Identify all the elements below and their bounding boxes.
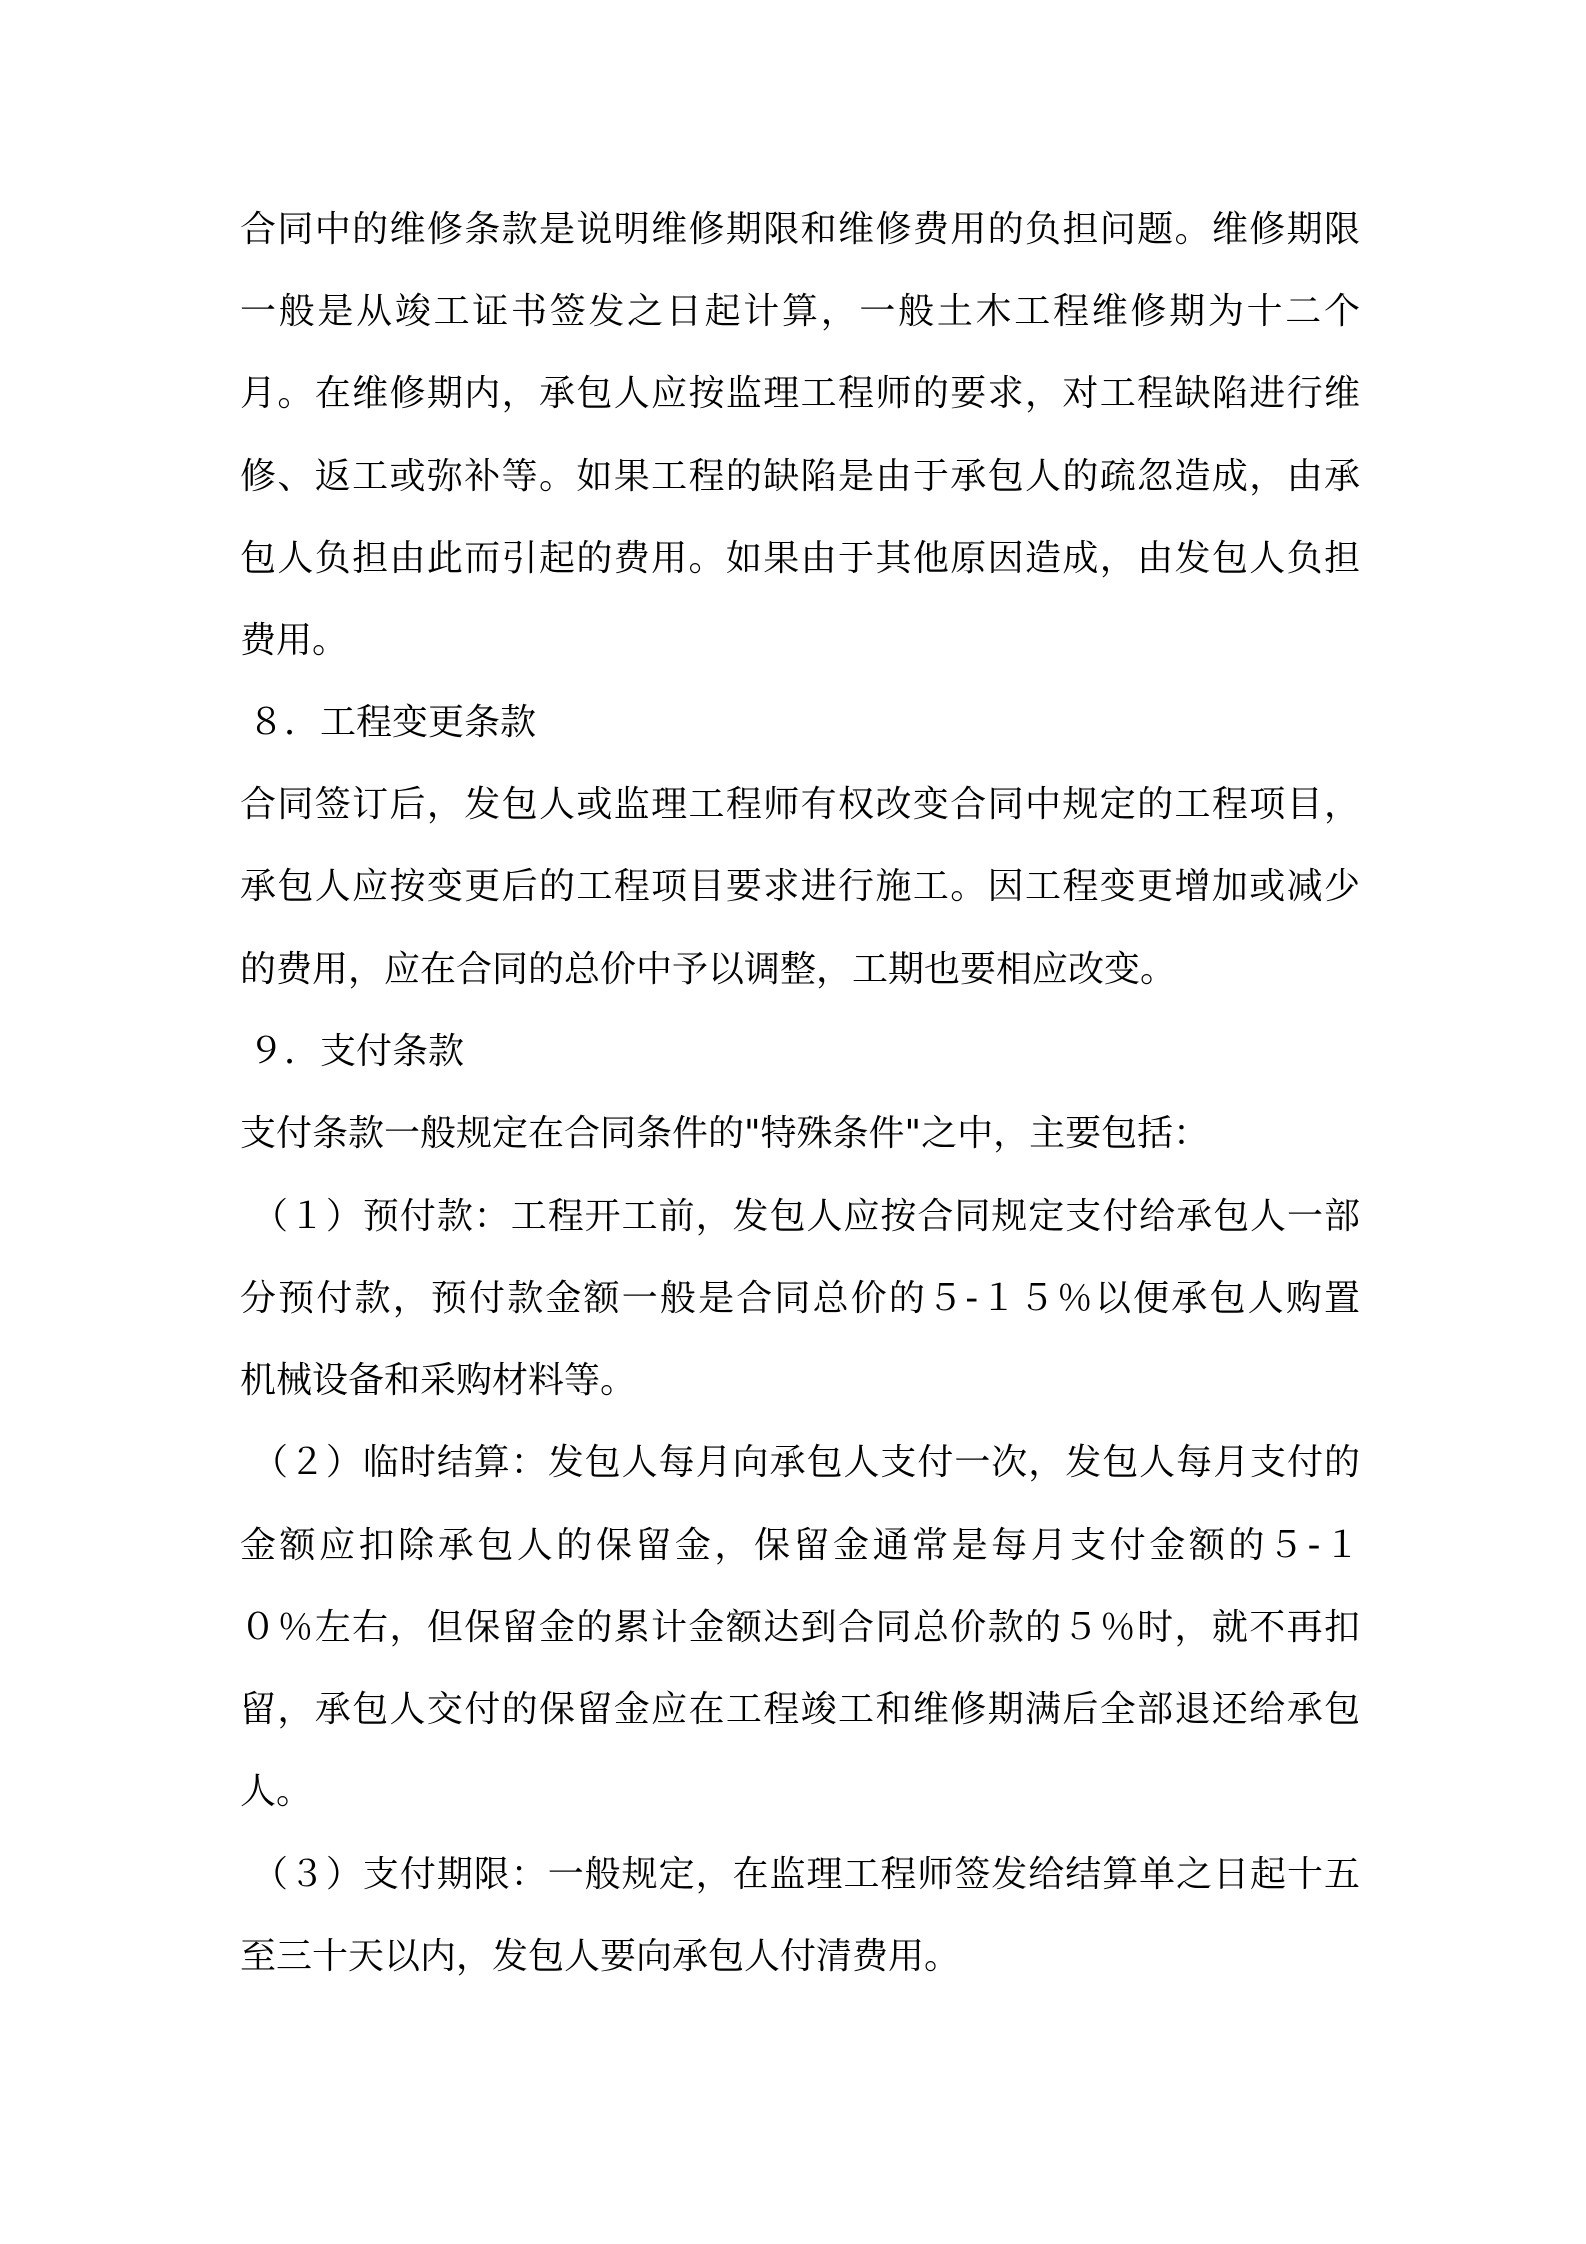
text-line: 包人负担由此而引起的费用。如果由于其他原因造成，由发包人负担: [240, 538, 1360, 579]
list-item: （２）临时结算：发包人每月向承包人支付一次，发包人每月支付的: [252, 1442, 1360, 1483]
list-item: （１）预付款：工程开工前，发包人应按合同规定支付给承包人一部: [252, 1196, 1360, 1237]
text-line: 人。: [240, 1771, 313, 1812]
text-line: 合同中的维修条款是说明维修期限和维修费用的负担问题。维修期限: [240, 209, 1360, 250]
text-line: 月。在维修期内，承包人应按监理工程师的要求，对工程缺陷进行维: [240, 373, 1360, 414]
text-line: 至三十天以内，发包人要向承包人付清费用。: [240, 1936, 961, 1977]
text-line: 的费用，应在合同的总价中予以调整，工期也要相应改变。: [240, 949, 1177, 990]
text-line: 修、返工或弥补等。如果工程的缺陷是由于承包人的疏忽造成，由承: [240, 456, 1360, 497]
text-line: 金额应扣除承包人的保留金，保留金通常是每月支付金额的５-１: [240, 1525, 1360, 1566]
list-item: （３）支付期限：一般规定，在监理工程师签发给结算单之日起十五: [252, 1854, 1360, 1895]
text-line: ０％左右，但保留金的累计金额达到合同总价款的５％时，就不再扣: [240, 1607, 1360, 1648]
text-line: 留，承包人交付的保留金应在工程竣工和维修期满后全部退还给承包: [240, 1689, 1360, 1730]
section-heading: ８．工程变更条款: [248, 702, 537, 743]
text-line: 合同签订后，发包人或监理工程师有权改变合同中规定的工程项目，: [240, 784, 1360, 825]
section-heading: ９．支付条款: [248, 1031, 465, 1072]
text-line: 机械设备和采购材料等。: [240, 1360, 637, 1401]
text-line: 分预付款，预付款金额一般是合同总价的５-１５％以便承包人购置: [240, 1278, 1360, 1319]
text-line: 承包人应按变更后的工程项目要求进行施工。因工程变更增加或减少: [240, 866, 1360, 907]
text-line: 费用。: [240, 620, 349, 661]
text-line: 支付条款一般规定在合同条件的"特殊条件"之中，主要包括：: [240, 1113, 1210, 1154]
text-line: 一般是从竣工证书签发之日起计算，一般土木工程维修期为十二个: [240, 291, 1360, 332]
